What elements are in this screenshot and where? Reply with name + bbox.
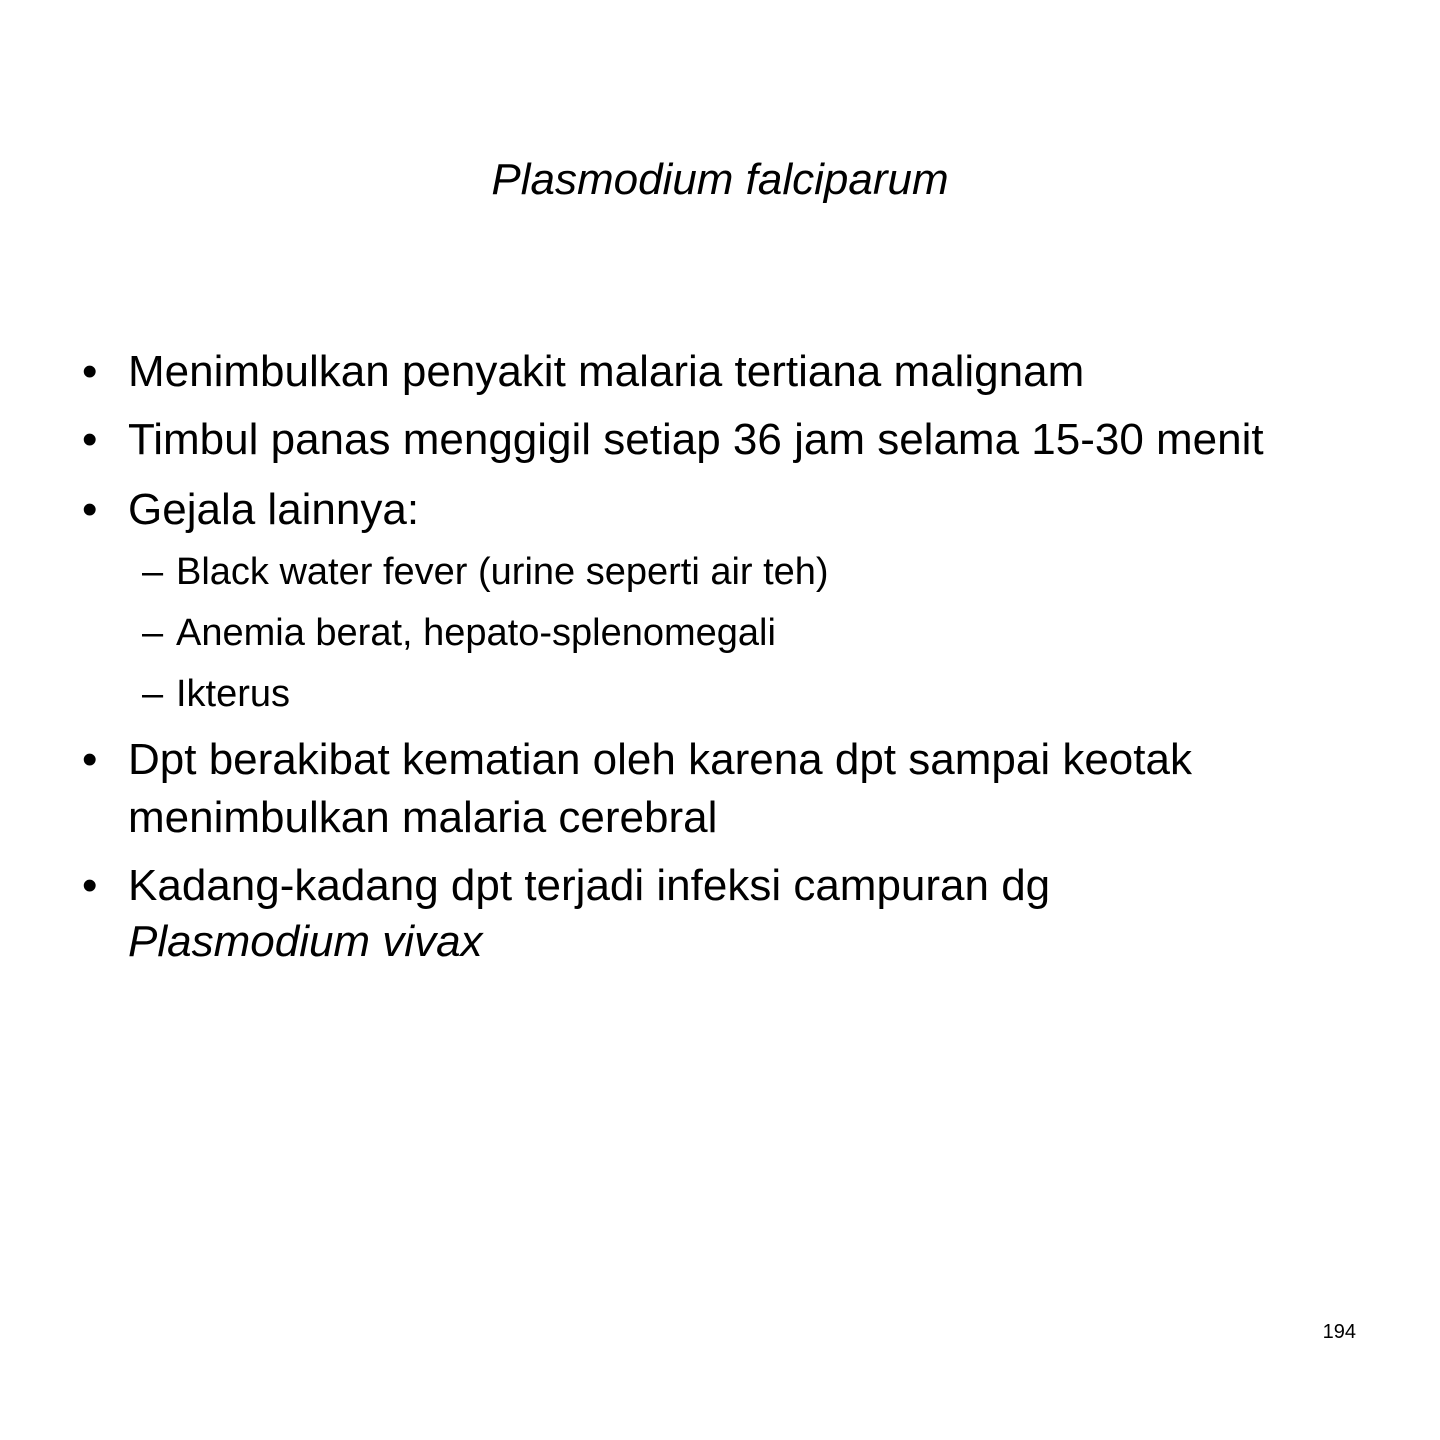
bullet-marker: • (82, 735, 98, 784)
bullet-text: Gejala lainnya: (128, 485, 420, 534)
bullet-marker: • (82, 485, 98, 534)
bullet-text: Menimbulkan penyakit malaria tertiana malignam (128, 347, 1085, 396)
bullet-text-line: menimbulkan malaria cerebral (128, 793, 718, 842)
sub-bullet-marker: – (142, 551, 164, 593)
sub-bullet-marker: – (142, 673, 164, 715)
species-name: Plasmodium vivax (128, 917, 483, 966)
bullet-text-line: Kadang-kadang dpt terjadi infeksi campuran dg (128, 861, 1051, 910)
page-number: 194 (1322, 1321, 1356, 1343)
bullet-marker: • (82, 415, 98, 464)
sub-bullet-text: Ikterus (176, 673, 291, 715)
bullet-marker: • (82, 347, 98, 396)
slide-title: Plasmodium falciparum (491, 155, 949, 204)
bullet-marker: • (82, 861, 98, 910)
bullet-text: Timbul panas menggigil setiap 36 jam selama 15-30 menit (128, 415, 1264, 464)
sub-bullet-text: Anemia berat, hepato-splenomegali (176, 612, 776, 654)
sub-bullet-marker: – (142, 612, 164, 654)
bullet-text-line: Dpt berakibat kematian oleh karena dpt sampai keotak (128, 735, 1192, 784)
sub-bullet-text: Black water fever (urine seperti air teh) (176, 551, 829, 593)
